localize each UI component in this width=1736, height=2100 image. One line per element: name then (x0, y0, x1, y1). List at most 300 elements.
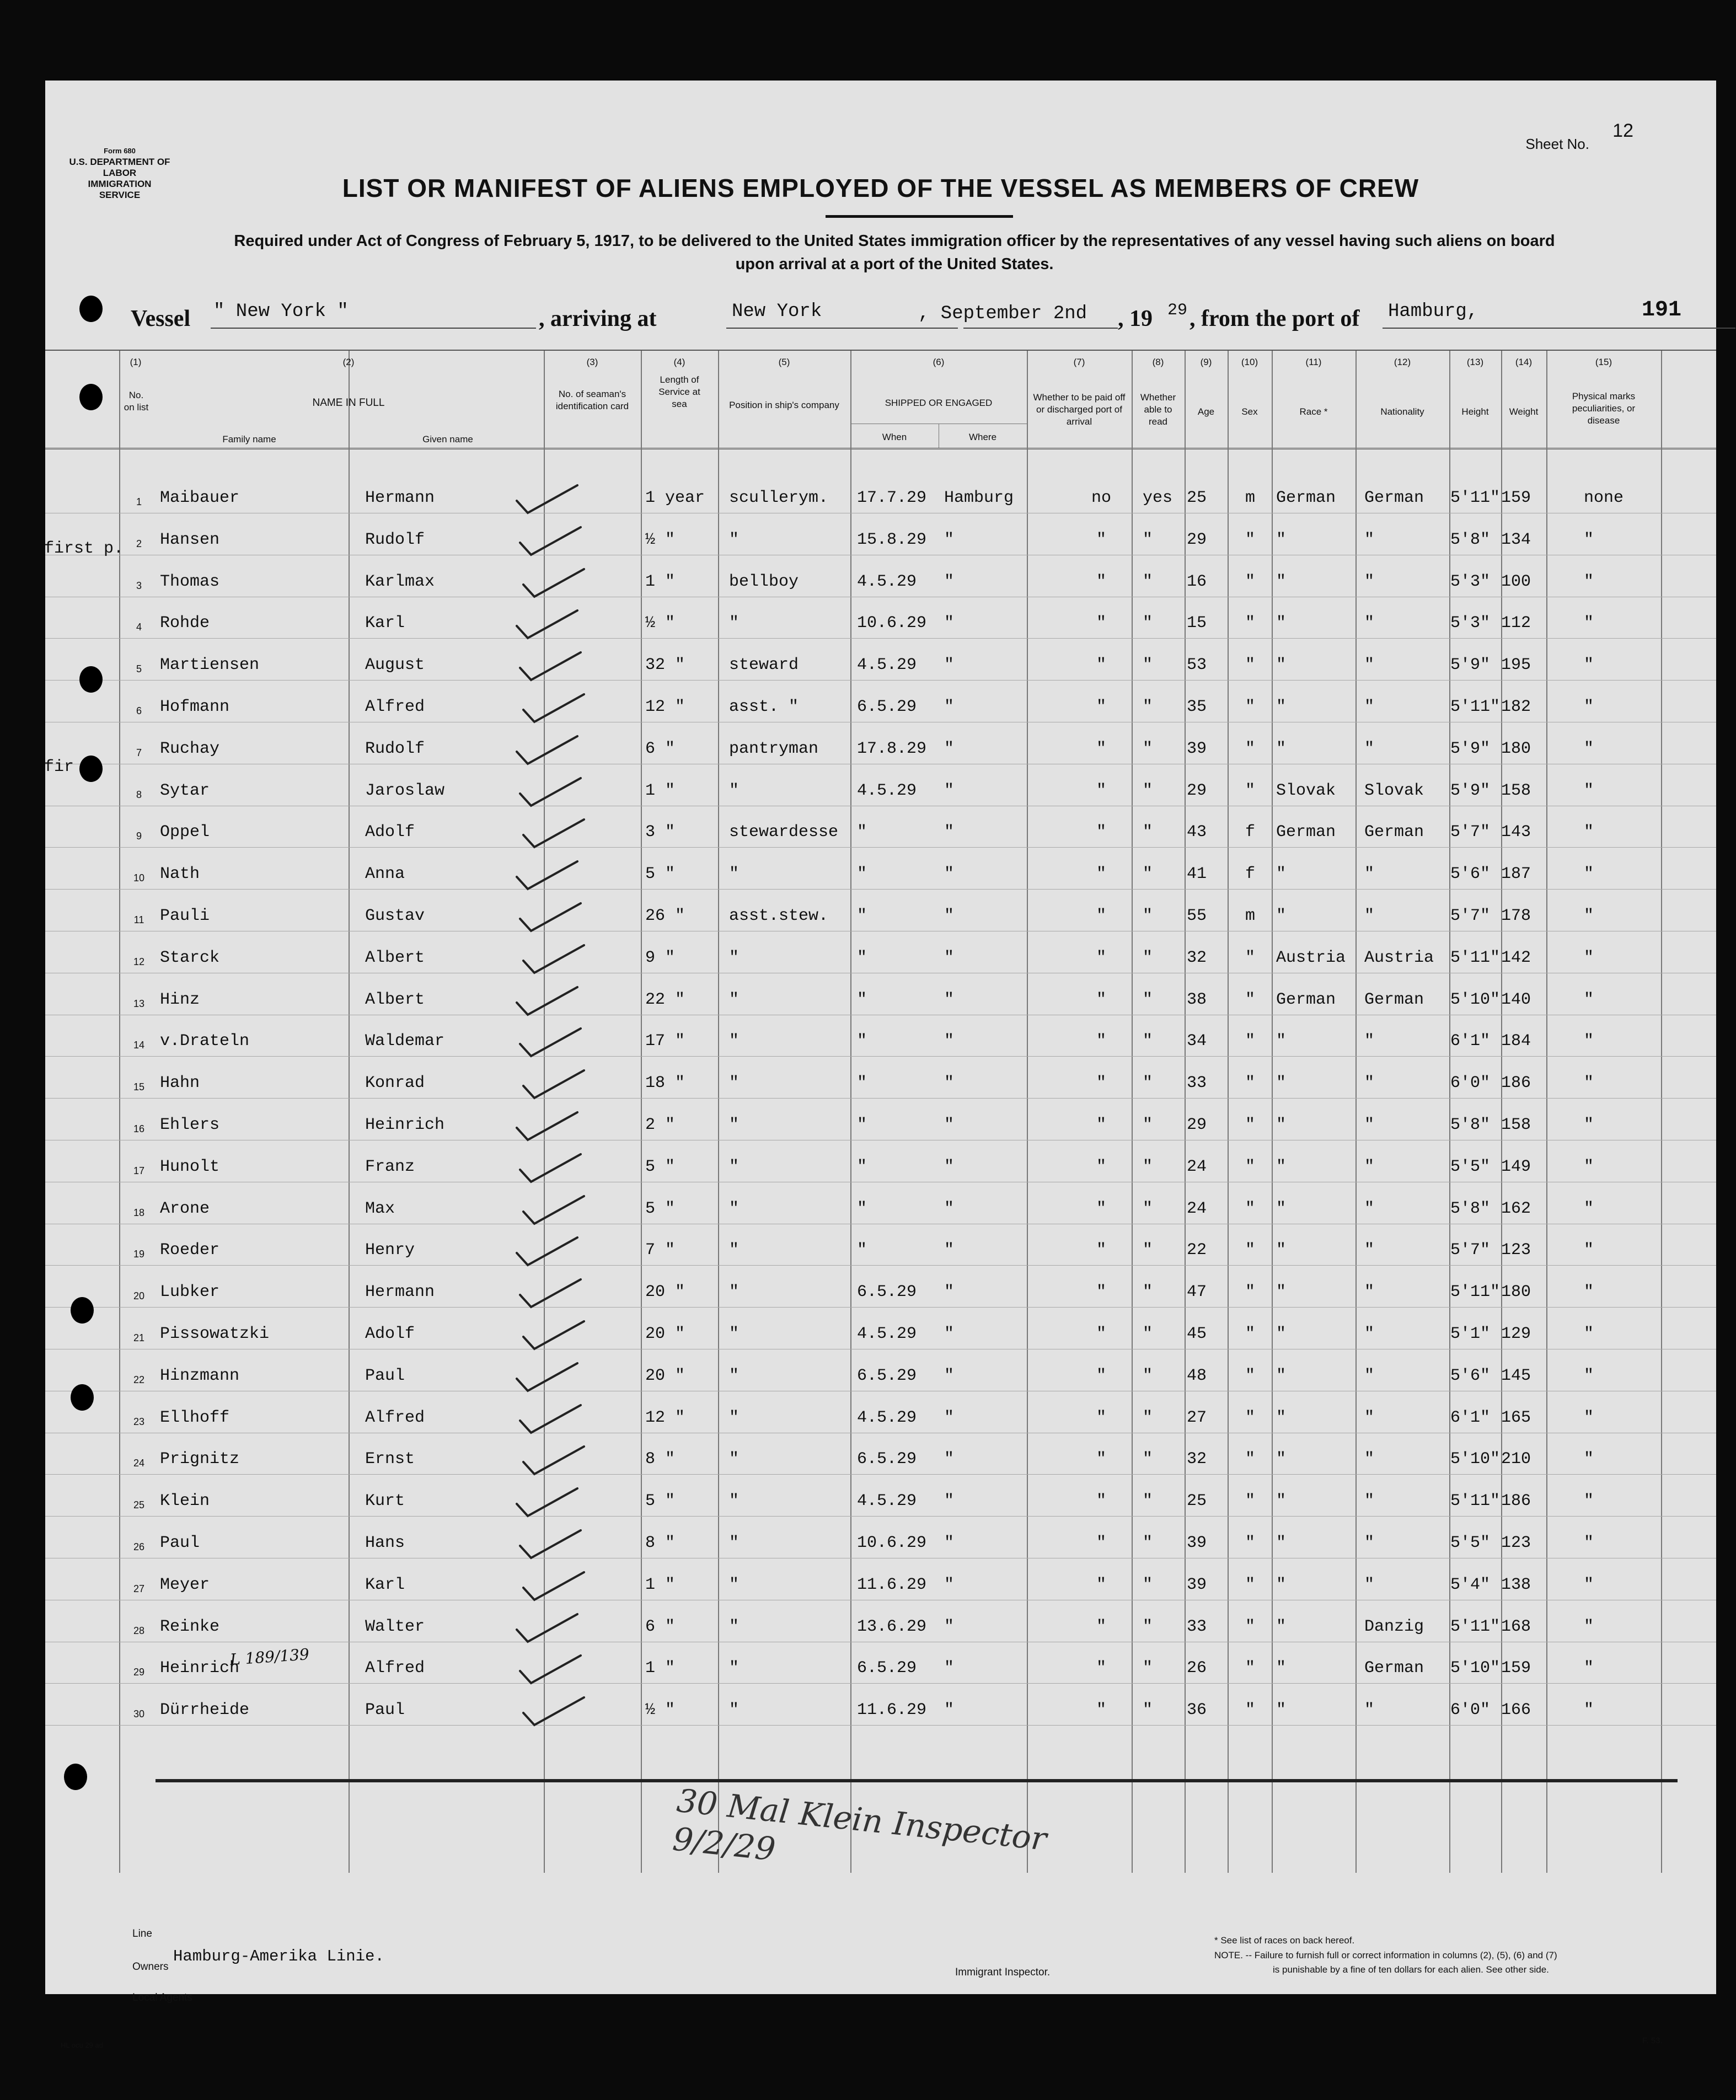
check-mark-icon (511, 1193, 627, 1226)
cell-family: Nath (160, 865, 200, 884)
cell-sex: " (1245, 1492, 1256, 1511)
cell-where: " (944, 1617, 955, 1636)
cell-weight: 165 (1501, 1408, 1531, 1427)
col6-when-header: When (882, 432, 907, 442)
col11-num: (11) (1305, 357, 1322, 367)
cell-when: 6.5.29 (857, 1450, 917, 1469)
col6-label: SHIPPED OR ENGAGED (885, 398, 993, 408)
cell-sex: " (1245, 1199, 1256, 1218)
cell-sex: " (1245, 948, 1256, 967)
cell-given: Max (365, 1199, 395, 1218)
cell-paid: no (1091, 489, 1111, 507)
cell-race: " (1276, 1492, 1287, 1511)
check-mark-icon (511, 858, 627, 891)
col8-num: (8) (1152, 357, 1164, 367)
cell-sex: " (1245, 1157, 1256, 1176)
local-agents-label: Local Agents (132, 1992, 192, 2003)
cell-service: 26 " (645, 907, 685, 925)
check-mark-icon (511, 1485, 627, 1518)
cell-height: 5'8" (1450, 1199, 1491, 1218)
cell-family: Starck (160, 948, 220, 967)
cell-when: 11.6.29 (857, 1575, 927, 1594)
cell-paid: " (1096, 823, 1106, 842)
cell-weight: 138 (1501, 1575, 1531, 1594)
cell-read: " (1143, 865, 1153, 884)
cell-nationality: Danzig (1364, 1617, 1424, 1636)
cell-when: 4.5.29 (857, 1408, 917, 1427)
col6-where-header: Where (968, 432, 997, 442)
cell-no: 16 (133, 1123, 145, 1134)
cell-where: " (944, 907, 955, 925)
table-row (45, 1283, 1716, 1325)
owners-value: Hamburg-Amerika Linie. (173, 1947, 384, 1965)
cell-weight: 166 (1501, 1701, 1531, 1720)
check-mark-icon (511, 1151, 627, 1184)
cell-where: " (944, 1116, 955, 1134)
cell-age: 34 (1187, 1032, 1207, 1051)
cell-given: Hans (365, 1534, 405, 1552)
cell-service: 7 " (645, 1241, 676, 1260)
col10-num: (10) (1241, 357, 1258, 367)
cell-position: " (729, 1366, 740, 1385)
cell-height: 5'11" (1450, 1492, 1501, 1511)
cell-nationality: " (1364, 1116, 1375, 1134)
cell-marks: " (1584, 907, 1594, 925)
cell-weight: 186 (1501, 1074, 1531, 1093)
from-port-label: , from the port of (1190, 306, 1360, 331)
cell-no: 17 (133, 1165, 145, 1176)
check-mark-icon (511, 691, 627, 724)
cell-nationality: German (1364, 489, 1424, 507)
cell-position: " (729, 530, 740, 549)
cell-when: 17.7.29 (857, 489, 927, 507)
cell-service: 20 " (645, 1366, 685, 1385)
cell-position: " (729, 1701, 740, 1720)
col5-num: (5) (778, 357, 790, 367)
cell-given: Hermann (365, 489, 435, 507)
cell-given: Franz (365, 1157, 415, 1176)
cell-height: 6'0" (1450, 1074, 1491, 1093)
cell-no: 9 (136, 831, 142, 842)
col2-num: (2) (342, 357, 355, 367)
cell-family: Hinz (160, 990, 200, 1009)
cell-age: 25 (1187, 1492, 1207, 1511)
cell-race: " (1276, 865, 1287, 884)
cell-age: 43 (1187, 823, 1207, 842)
races-note: * See list of races on back hereof. (1214, 1935, 1355, 1946)
print-code: HL ocu 29 ad (61, 2041, 103, 2049)
cell-marks: " (1584, 1617, 1594, 1636)
cell-marks: none (1584, 489, 1624, 507)
col9-num: (9) (1200, 357, 1212, 367)
cell-given: Anna (365, 865, 405, 884)
table-row (45, 1325, 1716, 1367)
cell-age: 33 (1187, 1074, 1207, 1093)
cell-no: 15 (133, 1081, 145, 1093)
cell-nationality: " (1364, 1366, 1375, 1385)
table-row (45, 489, 1716, 531)
cell-where: " (944, 614, 955, 633)
inspector-handwritten-note: 30 Mal Klein Inspector 9/2/29 (671, 1781, 1049, 1868)
cell-sex: " (1245, 1074, 1256, 1093)
check-mark-icon (511, 1318, 627, 1351)
cell-height: 5'10" (1450, 990, 1501, 1009)
cell-read: " (1143, 1492, 1153, 1511)
cell-weight: 112 (1501, 614, 1531, 633)
cell-when: " (857, 1241, 867, 1260)
cell-no: 20 (133, 1290, 145, 1302)
header-bottom-rule (45, 448, 1716, 449)
cell-family: Hofmann (160, 698, 230, 716)
cell-age: 38 (1187, 990, 1207, 1009)
cell-paid: " (1096, 1074, 1106, 1093)
cell-marks: " (1584, 1241, 1594, 1260)
cell-age: 48 (1187, 1366, 1207, 1385)
cell-nationality: " (1364, 572, 1375, 591)
cell-position: " (729, 614, 740, 633)
cell-nationality: " (1364, 1575, 1375, 1594)
cell-marks: " (1584, 1032, 1594, 1051)
cell-age: 27 (1187, 1408, 1207, 1427)
row-rule (45, 1683, 1716, 1684)
cell-race: " (1276, 1701, 1287, 1720)
table-row (45, 531, 1716, 572)
cell-height: 5'4" (1450, 1575, 1491, 1594)
cell-marks: " (1584, 614, 1594, 633)
cell-position: " (729, 1325, 740, 1343)
cell-sex: " (1245, 1408, 1256, 1427)
cell-nationality: " (1364, 739, 1375, 758)
cell-family: Pauli (160, 907, 210, 925)
cell-height: 5'11" (1450, 489, 1501, 507)
cell-marks: " (1584, 530, 1594, 549)
cell-service: ½ " (645, 1701, 676, 1720)
table-frame (45, 350, 1716, 351)
col14-num: (14) (1515, 357, 1533, 367)
cell-weight: 159 (1501, 489, 1531, 507)
cell-paid: " (1096, 1659, 1106, 1678)
cell-weight: 187 (1501, 865, 1531, 884)
check-mark-icon (511, 1234, 627, 1267)
cell-family: Heinrich (160, 1659, 240, 1678)
cell-height: 5'11" (1450, 698, 1501, 716)
cell-read: " (1143, 1659, 1153, 1678)
col7-label: Whether to be paid off or discharged port of arrival (1033, 392, 1126, 427)
cell-given: Jaroslaw (365, 781, 445, 800)
cell-height: 5'7" (1450, 823, 1491, 842)
col15-num: (15) (1595, 357, 1612, 367)
cell-nationality: " (1364, 1450, 1375, 1469)
table-row (45, 572, 1716, 614)
table-row (45, 990, 1716, 1032)
cell-service: 1 " (645, 572, 676, 591)
cell-service: 6 " (645, 739, 676, 758)
cell-where: " (944, 1701, 955, 1720)
cell-position: " (729, 1032, 740, 1051)
cell-family: Sytar (160, 781, 210, 800)
cell-race: " (1276, 1283, 1287, 1302)
cell-paid: " (1096, 572, 1106, 591)
cell-read: " (1143, 1617, 1153, 1636)
cell-height: 5'8" (1450, 530, 1491, 549)
cell-service: ½ " (645, 530, 676, 549)
cell-weight: 184 (1501, 1032, 1531, 1051)
cell-family: Rohde (160, 614, 210, 633)
cell-given: Adolf (365, 1325, 415, 1343)
cell-family: Meyer (160, 1575, 210, 1594)
table-row (45, 1032, 1716, 1074)
cell-age: 36 (1187, 1701, 1207, 1720)
cell-marks: " (1584, 1408, 1594, 1427)
cell-sex: " (1245, 614, 1256, 633)
cell-when: " (857, 990, 867, 1009)
cell-family: Ehlers (160, 1116, 220, 1134)
cell-family: Paul (160, 1534, 200, 1552)
cell-sex: " (1245, 1617, 1256, 1636)
cell-height: 6'1" (1450, 1032, 1491, 1051)
table-end-rule (156, 1779, 1678, 1782)
cell-when: 10.6.29 (857, 1534, 927, 1552)
cell-where: " (944, 572, 955, 591)
cell-position: asst.stew. (729, 907, 829, 925)
cell-family: Martiensen (160, 656, 260, 675)
cell-read: " (1143, 572, 1153, 591)
cell-weight: 129 (1501, 1325, 1531, 1343)
cell-given: Alfred (365, 698, 425, 716)
cell-paid: " (1096, 1366, 1106, 1385)
cell-height: 5'7" (1450, 907, 1491, 925)
cell-where: " (944, 990, 955, 1009)
cell-height: 6'0" (1450, 1701, 1491, 1720)
cell-age: 24 (1187, 1199, 1207, 1218)
cell-sex: m (1245, 907, 1256, 925)
cell-marks: " (1584, 948, 1594, 967)
cell-age: 29 (1187, 1116, 1207, 1134)
cell-family: Ruchay (160, 739, 220, 758)
table-row (45, 865, 1716, 907)
cell-paid: " (1096, 865, 1106, 884)
cell-service: 12 " (645, 1408, 685, 1427)
cell-paid: " (1096, 1534, 1106, 1552)
cell-when: 4.5.29 (857, 1492, 917, 1511)
cell-sex: m (1245, 489, 1256, 507)
cell-sex: f (1245, 865, 1256, 884)
cell-weight: 178 (1501, 907, 1531, 925)
cell-no: 13 (133, 998, 145, 1009)
cell-sex: " (1245, 739, 1256, 758)
cell-given: Alfred (365, 1659, 425, 1678)
cell-race: Austria (1276, 948, 1346, 967)
cell-where: " (944, 1450, 955, 1469)
table-row (45, 614, 1716, 656)
check-mark-icon (511, 1443, 627, 1476)
cell-position: " (729, 865, 740, 884)
cell-where: " (944, 1032, 955, 1051)
margin-note-row28: L 189/139 (229, 1645, 310, 1669)
cell-nationality: " (1364, 530, 1375, 549)
cell-height: 5'5" (1450, 1157, 1491, 1176)
cell-given: Waldemar (365, 1032, 445, 1051)
cell-nationality: " (1364, 1157, 1375, 1176)
cell-age: 41 (1187, 865, 1207, 884)
check-mark-icon (511, 1402, 627, 1435)
cell-no: 5 (136, 663, 142, 675)
cell-sex: " (1245, 1534, 1256, 1552)
vessel-label: Vessel (131, 306, 191, 331)
cell-paid: " (1096, 990, 1106, 1009)
punch-hole (71, 1384, 94, 1411)
cell-height: 5'1" (1450, 1325, 1491, 1343)
subtitle-line-1: Required under Act of Congress of February 5, 1917, to be delivered to the United States immigration officer by the representatives of any vessel having such aliens on board (234, 232, 1555, 250)
cell-position: " (729, 1074, 740, 1093)
cell-weight: 195 (1501, 656, 1531, 675)
cell-height: 5'10" (1450, 1450, 1501, 1469)
fine-note-2: is punishable by a fine of ten dollars for each alien. See other side. (1273, 1964, 1549, 1975)
cell-given: Paul (365, 1366, 405, 1385)
cell-marks: " (1584, 781, 1594, 800)
cell-family: Roeder (160, 1241, 220, 1260)
cell-where: " (944, 948, 955, 967)
cell-when: " (857, 1032, 867, 1051)
check-mark-icon (511, 1527, 627, 1560)
cell-service: 8 " (645, 1450, 676, 1469)
cell-nationality: German (1364, 823, 1424, 842)
cell-sex: " (1245, 1450, 1256, 1469)
cell-read: " (1143, 1199, 1153, 1218)
cell-given: Walter (365, 1617, 425, 1636)
cell-read: " (1143, 530, 1153, 549)
cell-where: " (944, 530, 955, 549)
service: IMMIGRATION SERVICE (88, 179, 152, 200)
cell-where: Hamburg (944, 489, 1014, 507)
cell-age: 24 (1187, 1157, 1207, 1176)
cell-nationality: " (1364, 1534, 1375, 1552)
form-code: F. 53. (1642, 2036, 1663, 2045)
col6-num: (6) (933, 357, 945, 367)
cell-given: Karlmax (365, 572, 435, 591)
cell-race: " (1276, 572, 1287, 591)
cell-weight: 142 (1501, 948, 1531, 967)
cell-family: Hahn (160, 1074, 200, 1093)
cell-when: 4.5.29 (857, 1325, 917, 1343)
cell-when: " (857, 907, 867, 925)
cell-no: 8 (136, 789, 142, 800)
cell-age: 35 (1187, 698, 1207, 716)
col7-num: (7) (1073, 357, 1085, 367)
cell-when: 6.5.29 (857, 1659, 917, 1678)
department: U.S. DEPARTMENT OF LABOR (69, 157, 170, 178)
cell-marks: " (1584, 1283, 1594, 1302)
table-row (45, 1074, 1716, 1116)
cell-service: 8 " (645, 1534, 676, 1552)
cell-position: " (729, 1534, 740, 1552)
cell-marks: " (1584, 1074, 1594, 1093)
cell-read: " (1143, 698, 1153, 716)
cell-position: scullerym. (729, 489, 829, 507)
form-number: Form 680 (104, 147, 136, 155)
cell-paid: " (1096, 739, 1106, 758)
cell-nationality: Slovak (1364, 781, 1424, 800)
cell-nationality: German (1364, 1659, 1424, 1678)
check-mark-icon (511, 816, 627, 849)
table-row (45, 1492, 1716, 1534)
cell-race: " (1276, 1534, 1287, 1552)
cell-paid: " (1096, 1617, 1106, 1636)
check-mark-icon (511, 900, 627, 933)
vessel-line (131, 298, 1682, 334)
cell-weight: 149 (1501, 1157, 1531, 1176)
cell-family: Hansen (160, 530, 220, 549)
col10-label: Sex (1241, 406, 1258, 417)
check-mark-icon (511, 1569, 627, 1602)
table-row (45, 1701, 1716, 1743)
cell-nationality: " (1364, 1283, 1375, 1302)
cell-sex: " (1245, 656, 1256, 675)
cell-read: " (1143, 1032, 1153, 1051)
sheet-label: Sheet No. (1525, 136, 1589, 152)
cell-given: Ernst (365, 1450, 415, 1469)
table-row (45, 698, 1716, 740)
cell-marks: " (1584, 572, 1594, 591)
fine-note-1: NOTE. -- Failure to furnish full or correct information in columns (2), (5), (6) and (7) (1214, 1950, 1557, 1960)
cell-race: " (1276, 530, 1287, 549)
check-mark-icon (511, 566, 627, 599)
cell-read: yes (1143, 489, 1173, 507)
cell-nationality: " (1364, 1325, 1375, 1343)
cell-paid: " (1096, 1575, 1106, 1594)
cell-when: " (857, 1157, 867, 1176)
punch-hole (79, 666, 103, 693)
cell-when: 6.5.29 (857, 1366, 917, 1385)
row-rule (45, 680, 1716, 681)
cell-read: " (1143, 781, 1153, 800)
col5-label: Position in ship's company (729, 400, 839, 410)
cell-family: Maibauer (160, 489, 240, 507)
cell-marks: " (1584, 1116, 1594, 1134)
cell-age: 29 (1187, 530, 1207, 549)
cell-age: 26 (1187, 1659, 1207, 1678)
punch-hole (71, 1297, 94, 1324)
year-prefix: , 19 (1118, 306, 1153, 331)
row-rule (45, 1098, 1716, 1099)
cell-nationality: " (1364, 1408, 1375, 1427)
cell-sex: " (1245, 781, 1256, 800)
cell-service: 22 " (645, 990, 685, 1009)
cell-height: 5'3" (1450, 614, 1491, 633)
table-row (45, 1534, 1716, 1576)
cell-service: 5 " (645, 865, 676, 884)
cell-position: " (729, 1575, 740, 1594)
cell-no: 23 (133, 1416, 145, 1427)
cell-race: " (1276, 1325, 1287, 1343)
cell-paid: " (1096, 907, 1106, 925)
table-row (45, 1116, 1716, 1158)
cell-position: " (729, 1617, 740, 1636)
col11-label: Race * (1299, 406, 1328, 417)
cell-race: " (1276, 1199, 1287, 1218)
cell-position: pantryman (729, 739, 819, 758)
sheet-number: 12 (1612, 120, 1633, 141)
table-row (45, 740, 1716, 781)
cell-service: 32 " (645, 656, 685, 675)
cell-sex: " (1245, 1366, 1256, 1385)
col8-label: Whether able to read (1140, 392, 1176, 427)
col4-label: Length of Service at sea (658, 374, 700, 409)
cell-service: 20 " (645, 1283, 685, 1302)
cell-read: " (1143, 1157, 1153, 1176)
cell-height: 5'6" (1450, 865, 1491, 884)
cell-age: 25 (1187, 489, 1207, 507)
